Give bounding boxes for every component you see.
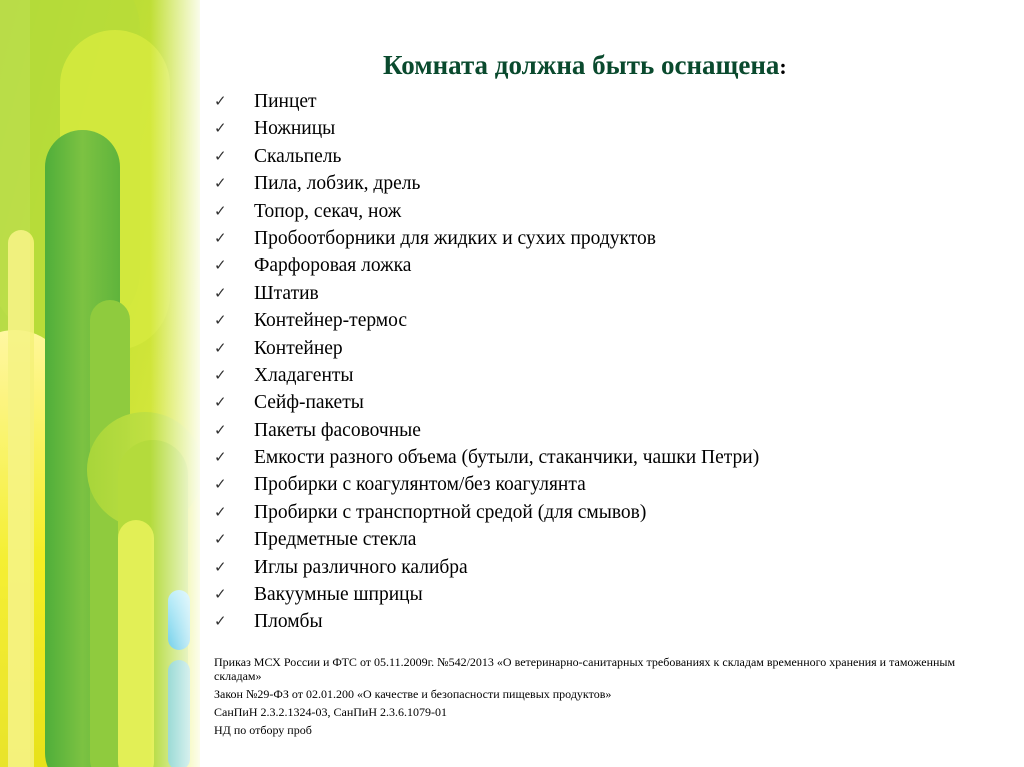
slide-title [383, 50, 787, 81]
reference-item: НД по отбору проб [214, 723, 312, 737]
check-icon: ✓ [214, 256, 227, 275]
title-colon: : [779, 54, 787, 79]
reference-item: Приказ МСХ России и ФТС от 05.11.2009г. №542/2013 «О ветеринарно-санитарных требованиях к складам временного хранения и таможенным складам» [214, 655, 956, 683]
list-item-text: Пломбы [254, 611, 323, 633]
check-icon: ✓ [214, 365, 227, 384]
list-item-text: Пробирки с транспортной средой (для смывов) [254, 501, 647, 523]
list-item-text: Скальпель [254, 145, 342, 167]
list-item-text: Хладагенты [254, 364, 354, 386]
list-item-text: Иглы различного калибра [254, 556, 468, 578]
check-icon: ✓ [214, 585, 227, 604]
list-item-text: Предметные стекла [254, 529, 417, 551]
check-icon: ✓ [214, 92, 227, 110]
list-item-text: Емкости разного объема (бутыли, стаканчики, чашки Петри) [254, 447, 760, 469]
content-area [210, 0, 1010, 767]
check-icon: ✓ [214, 448, 227, 467]
check-icon: ✓ [214, 420, 227, 439]
list-item-text: Пила, лобзик, дрель [254, 173, 421, 195]
check-icon: ✓ [214, 146, 227, 165]
list-item-text: Ножницы [254, 118, 336, 140]
list-item-text: Контейнер-термос [254, 310, 408, 332]
check-icon: ✓ [214, 338, 227, 357]
decorative-shapes [0, 0, 200, 767]
check-icon: ✓ [214, 530, 227, 549]
check-icon: ✓ [214, 475, 227, 494]
check-icon: ✓ [214, 311, 227, 330]
list-item-text: Сейф-пакеты [254, 392, 364, 414]
check-icon: ✓ [214, 393, 227, 412]
list-item-text: Штатив [254, 282, 319, 304]
list-item-text: Пробирки с коагулянтом/без коагулянта [254, 474, 586, 496]
list-item-text: Топор, секач, нож [254, 200, 402, 222]
reference-item: СанПиН 2.3.2.1324-03, СанПиН 2.3.6.1079-01 [214, 705, 448, 719]
list-item-text: Пинцет [254, 91, 317, 112]
decorative-background [0, 0, 200, 767]
check-icon: ✓ [214, 119, 227, 138]
list-item-text: Фарфоровая ложка [254, 255, 412, 277]
reference-item: Закон №29-ФЗ от 02.01.200 «О качестве и безопасности пищевых продуктов» [214, 687, 612, 701]
check-icon: ✓ [214, 557, 227, 576]
check-icon: ✓ [214, 201, 227, 220]
list-item-text: Пакеты фасовочные [254, 419, 421, 441]
title-text: Комната должна быть оснащена [383, 50, 780, 80]
references [214, 655, 974, 741]
list-item-text: Вакуумные шприцы [254, 584, 423, 606]
list-item-text: Пробоотборники для жидких и сухих продуктов [254, 227, 656, 249]
list-item-text: Контейнер [254, 337, 343, 359]
check-icon: ✓ [214, 283, 227, 302]
check-icon: ✓ [214, 502, 227, 521]
check-icon: ✓ [214, 228, 227, 247]
check-icon: ✓ [214, 174, 227, 193]
check-icon: ✓ [214, 612, 227, 631]
